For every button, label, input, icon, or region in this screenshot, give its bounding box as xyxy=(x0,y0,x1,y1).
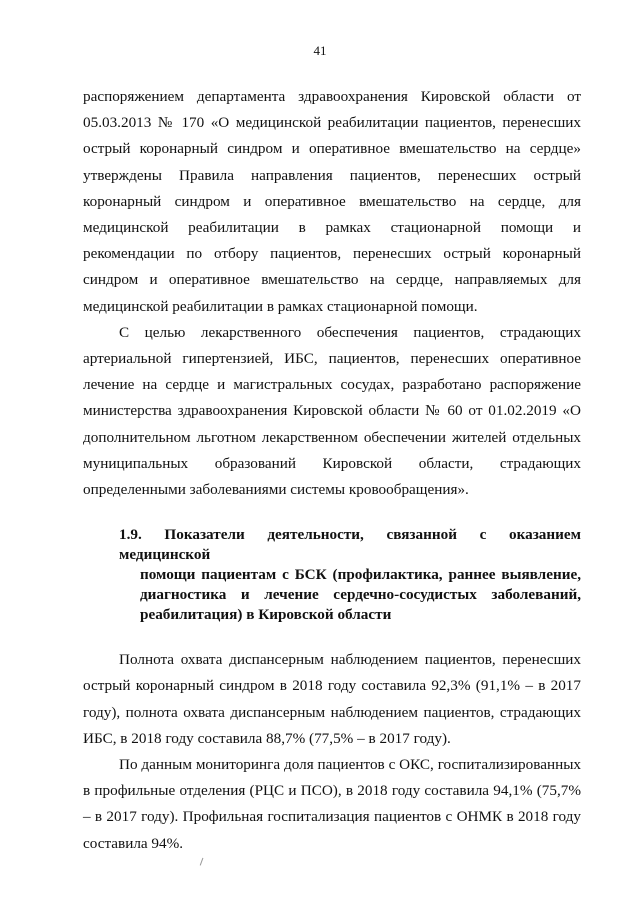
section-heading-line-3: диагностика и лечение сердечно-сосудистых заболеваний, xyxy=(140,586,581,604)
paragraph-4: По данным мониторинга доля пациентов с ОКС, госпитализированных в профильные отделения (РЦС и ПСО), в 2018 году составила 94,1% (75,7% – в 2017 году). Профильная госпитализация пациентов с ОНМК в 2018 году составила 94%. xyxy=(83,756,581,852)
section-heading-line-2: помощи пациентам с БСК (профилактика, раннее выявление, xyxy=(140,566,581,584)
paragraph-2: С целью лекарственного обеспечения пациентов, страдающих артериальной гипертензией, ИБС, пациентов, перенесших оперативное лечение на сердце и магистральных сосудах, разработано распоряжение министерства здравоохранения Кировской области № 60 от 01.02.2019 «О дополнительном льготном лекарственном обеспечении жителей отдельных муниципальных образований Кировской области, страдающих определенными заболеваниями системы кровообращения». xyxy=(83,323,581,499)
page-number: 41 xyxy=(313,43,327,58)
section-heading xyxy=(83,525,581,625)
document-body xyxy=(83,84,581,857)
paragraph-3: Полнота охвата диспансерным наблюдением пациентов, перенесших острый коронарный синдром в 2018 году составила 92,3% (91,1% – в 2017 году), полнота охвата диспансерным наблюдением пациентов, страдающих ИБС, в 2018 году составила 88,7% (77,5% – в 2017 году). xyxy=(83,651,581,747)
paragraph-1: распоряжением департамента здравоохранения Кировской области от 05.03.2013 № 170 «О медицинской реабилитации пациентов, перенесших острый коронарный синдром и оперативное вмешательство на сердце» утверждены Правила направления пациентов, перенесших острый коронарный синдром и оперативное вмешательство на сердце, для медицинской реабилитации в рамках стационарной помощи и рекомендации по отбору пациентов, перенесших острый коронарный синдром и оперативное вмешательство на сердце, направляемых для медицинской реабилитации в рамках стационарной помощи. xyxy=(83,88,581,315)
scan-artifact-mark xyxy=(200,858,206,867)
section-heading-line-1: 1.9. Показатели деятельности, связанной с оказанием медицинской xyxy=(119,526,581,564)
section-heading-line-4: реабилитация) в Кировской области xyxy=(140,606,392,624)
